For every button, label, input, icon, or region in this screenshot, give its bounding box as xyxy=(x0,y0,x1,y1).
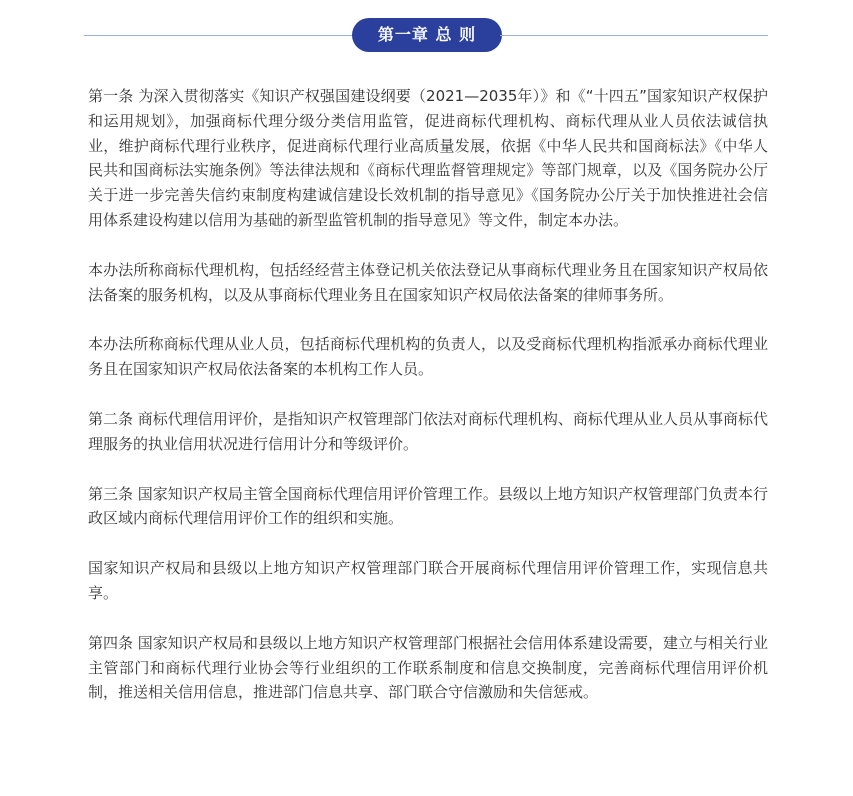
paragraph-article-2: 第二条 商标代理信用评价，是指知识产权管理部门依法对商标代理机构、商标代理从业人员从事商标代理服务的执业信用状况进行信用计分和等级评价。 xyxy=(88,409,768,453)
paragraph-article-3: 第三条 国家知识产权局主管全国商标代理信用评价管理工作。县级以上地方知识产权管理部门负责本行政区域内商标代理信用评价工作的组织和实施。 xyxy=(88,484,768,528)
paragraph-joint-management: 国家知识产权局和县级以上地方知识产权管理部门联合开展商标代理信用评价管理工作，实现信息共享。 xyxy=(88,559,768,602)
chapter-header xyxy=(0,18,853,54)
paragraph-article-4: 第四条 国家知识产权局和县级以上地方知识产权管理部门根据社会信用体系建设需要，建立与相关行业主管部门和商标代理行业协会等行业组织的工作联系制度和信息交换制度，完善商标代理信用评价机制，推送相关信用信息，推进部门信息共享、部门联合守信激励和失信惩戒。 xyxy=(88,633,768,702)
article-body xyxy=(88,84,768,730)
paragraph-trademark-agency-definition: 本办法所称商标代理机构，包括经经营主体登记机关依法登记从事商标代理业务且在国家知识产权局依法备案的服务机构，以及从事商标代理业务且在国家知识产权局依法备案的律师事务所。 xyxy=(88,260,768,304)
chapter-title: 第一章 总 则 xyxy=(377,25,477,44)
header-divider-left xyxy=(84,35,354,36)
paragraph-article-1: 第一条 为深入贯彻落实《知识产权强国建设纲要（2021—2035年）》和《“十四五”国家知识产权保护和运用规划》，加强商标代理分级分类信用监管，促进商标代理机构、商标代理从业人员依法诚信执业，维护商标代理行业秩序，促进商标代理行业高质量发展，依据《中华人民共和国商标法》《中华人民共和国商标法实施条例》等法律法规和《商标代理监督管理规定》等部门规章，以及《国务院办公厅关于进一步完善失信约束制度构建诚信建设长效机制的指导意见》《国务院办公厅关于加快推进社会信用体系建设构建以信用为基础的新型监管机制的指导意见》等文件，制定本办法。 xyxy=(88,87,768,229)
paragraph-practitioner-definition: 本办法所称商标代理从业人员，包括商标代理机构的负责人，以及受商标代理机构指派承办商标代理业务且在国家知识产权局依法备案的本机构工作人员。 xyxy=(88,335,768,379)
header-divider-right xyxy=(500,35,768,36)
chapter-title-badge xyxy=(352,18,502,52)
